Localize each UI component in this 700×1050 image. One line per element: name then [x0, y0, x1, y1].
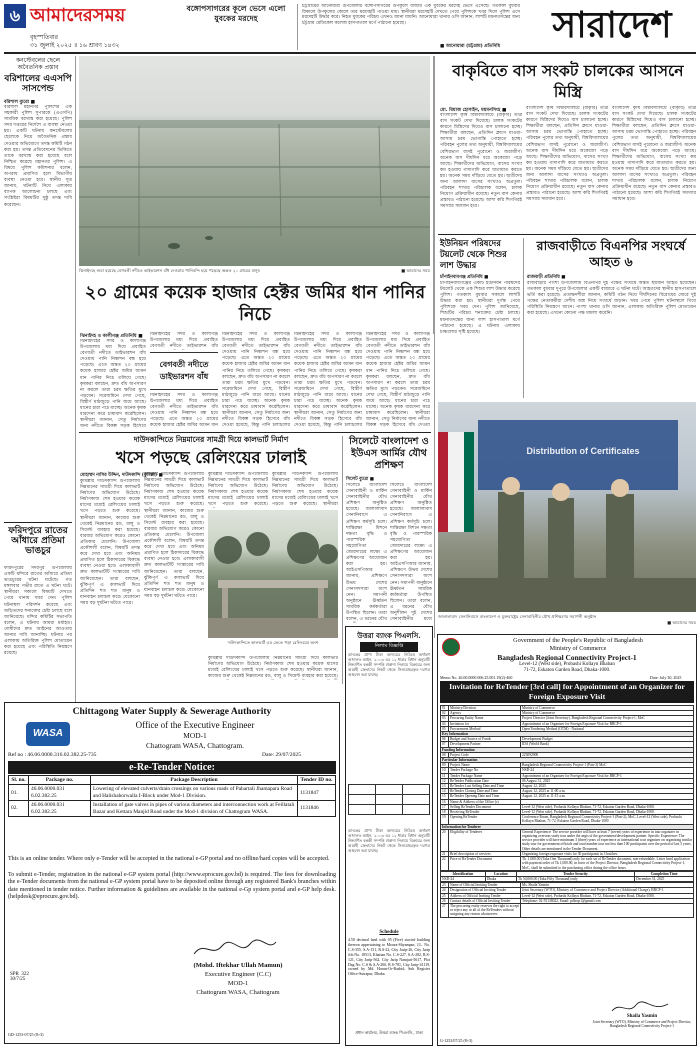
brcp-row-label: Procurement Method [449, 726, 521, 731]
table-row [9, 801, 336, 817]
wasa-row-package: 46.06.0000.031 6.02.382.25 [29, 801, 91, 817]
railing-kicker: দাউদকান্দিতে নিম্নমানের সামগ্রী দিয়ে কালভার্ট নির্মাণ [133, 435, 289, 444]
bank-ad-body-2: ব্যাংকের প্রাপ্য টাকা আদায়ের নিমিত্তে অর্থঋণ আদালত আইন, ২০০৩ এর ১২ ধারার বিধান অনুযায়ী নিম্নবর্ণিত বন্ধকী সম্পত্তি প্রকাশ্য নিলামে বিক্রয়ের জন্য আগ্রহী ক্রেতাদের নিকট থেকে সিলমোহরকৃত দরপত্র আহবান করা যাচ্ছে। [348, 828, 430, 853]
wasa-addr: Chattogram WASA, Chattogram. [146, 741, 244, 750]
culvert-photo-caption: দাউদকান্দিতে কালভার্ট এর ভেঙে পড়া রেলিংয়ের অংশ [227, 640, 319, 645]
main-subhead: বেগবতী নদীতে ডাইভারশন বাঁধ [159, 359, 209, 381]
brcp-date: Date: July 30, 2025 [650, 675, 682, 680]
wasa-ad-title: Chittagong Water Supply & Sewerage Authority [72, 706, 272, 717]
brcp-section-header: Key Information [441, 732, 694, 737]
wasa-signer-addr: Chattogram WASA, Chattogram [196, 989, 280, 996]
left-dateline: বরিশাল ব্যুরো ■ [4, 100, 36, 105]
wasa-row-tender-id: 1131846 [298, 801, 336, 817]
brcp-row-num: 27 [441, 903, 449, 917]
brcp-row-num: 09 [441, 763, 449, 768]
brcp-addr2: 71-72, Eskaton Garden Road, Dhaka-1000. [523, 668, 611, 673]
brcp-row-label: ReTender Last Selling Date and Time [449, 784, 521, 789]
bank-ad-name: উত্তরা ব্যাংক পিএলসি. [357, 631, 421, 640]
bank-ad-subtitle: নিলাম বিজ্ঞপ্তি [360, 642, 418, 652]
culvert-photo [208, 510, 338, 638]
table-row [441, 857, 694, 871]
brcp-row-value: Level-12 (West side), Probashi Kollayn Bhaban, 71-72, Eskaton Garden Road, Dhaka-1000. [521, 893, 694, 898]
railing-body-col1: কুমিল্লার দাউদকান্দি উপজেলায় নিম্নমানের সামগ্রী দিয়ে কালভার্ট নির্মাণের অভিযোগ উঠেছে। নির্মাণকাজ শেষ হওয়ার কয়েক মাসের মধ্যেই রেলিংয়ের ঢালাই খসে পড়তে শুরু করেছে। স্থানীয়রা জানান, কাজের শুরু থেকেই নিম্নমানের রড, বালু ও সিমেন্ট ব্যবহার করা হয়েছে। বারবার অভিযোগ করেও কোনো প্রতিকার মেলেনি। উপজেলা প্রকৌশলী বলেন, বিষয়টি তদন্ত করে দেখা হবে এবং অনিয়ম প্রমাণিত হলে ঠিকাদারের বিরুদ্ধে ব্যবস্থা নেওয়া হবে। এলাকাবাসী দ্রুত কালভার্টটি সংস্কারের দাবি জানিয়েছেন। তারা বলছেন, ঝুঁকিপূর্ণ এ কালভার্ট দিয়ে প্রতিদিন শত শত মানুষ ও যানবাহন চলাচল করে। যেকোনো সময় বড় দুর্ঘটনা ঘটতে পারে। [80, 479, 140, 606]
main-subhead-box [150, 352, 218, 390]
brcp-gd-no: G-1252/07/25 (8×3) [440, 1038, 473, 1043]
main-headline: ২০ গ্রামের কয়েক হাজার হেক্টর জমির ধান পানির নিচে [84, 283, 426, 325]
brcp-row-num: 21 [441, 851, 449, 856]
wasa-spr-code: SPR 322 30/7/25 [10, 972, 29, 982]
joint-training-photo [438, 402, 696, 612]
rajbari-body: রাজবাড়ীর পাংশা উপজেলায় বিএনপির দুই পক্ষের সংঘর্ষে অন্তত ছয়জন আহত হয়েছেন। গতকাল বুধবার দুপুরে উপজেলার একটি বাজারে এ ঘটনা ঘটে। আহতদের স্থানীয় হাসপাতালে ভর্তি করা হয়েছে। প্রত্যক্ষদর্শীরা জানান, কমিটি গঠন নিয়ে দীর্ঘদিনের বিরোধের জেরে দুই পক্ষের নেতাকর্মীরা দেশীয় অস্ত্র নিয়ে সংঘর্ষে জড়ান। খবর পেয়ে পুলিশ ঘটনাস্থলে গিয়ে পরিস্থিতি নিয়ন্ত্রণে আনে। পাংশা থানার ওসি জানান, এলাকায় অতিরিক্ত পুলিশ মোতায়েন করা হয়েছে। এখনো কোনো পক্ষ মামলা করেনি। [527, 281, 696, 317]
brcp-row-num: 07 [441, 742, 449, 747]
brcp-gov: Government of the People's Republic of Bangladesh [513, 637, 643, 644]
brcp-row-label: Contact details of Official Inviting Tender [449, 898, 521, 903]
left-headline: বরিশালের এএসপি সাসপেন্ড [4, 74, 72, 95]
brcp-row-value: Level-12 (West side), Probashi Kollayn Bhaban, 71-72, Eskaton Garden Road, Dhaka-1000. [521, 810, 694, 815]
brcp-row-label: Procuring Entity Name [449, 716, 521, 721]
brcp-row-label: Receiving ReTender [449, 810, 521, 815]
brcp-row-label: Address of Official Inviting Tender [449, 893, 521, 898]
brcp-row-num: 25 [441, 893, 449, 898]
brcp-sec-cell: Dhaka [485, 876, 516, 881]
main-body-col2a: ঝিনাইদহের সদর ও কালীগঞ্জ উপজেলার মধ্য দিয়ে প্রবাহিত বেগবতী নদীতে ডাইভারশন বাঁধ [150, 332, 218, 350]
brcp-row-value: Joint Secretary (WTO), Ministry of Commerce and Project Director (Additional Charge), BRCP-1 [521, 888, 694, 893]
brcp-row-value: Organizing foreign exposure visits for 30 participants in 3 batches. [521, 851, 694, 856]
wasa-row-sl: 01. [9, 785, 29, 801]
bus-body-col3: বাংলাদেশ কৃষি বিশ্ববিদ্যালয়ে (বাকৃবি) তীব্র বাস সংকট দেখা দিয়েছে। চালক সংকটের কারণে মিস্ত্রিদের দিয়েও বাস চালানো হচ্ছে। শিক্ষার্থীরা বলছেন, প্রতিদিন ক্লাসে যাওয়া-আসায় চরম ভোগান্তি পোহাতে হচ্ছে। পরিবহন পুলের তথ্য অনুযায়ী, বিশ্ববিদ্যালয়ের বেশিরভাগ বাসই পুরোনো ও জরাজীর্ণ। অনেক বাস দীর্ঘদিন ধরে অকেজো পড়ে আছে। শিক্ষার্থীদের অভিযোগ, বাসের সংখ্যা কম হওয়ায় গাদাগাদি করে যাতায়াত করতে হয়। অনেক সময় দাঁড়িয়ে যেতে হয়। ছাত্রীদের জন্য আলাদা বাসের সংখ্যাও অপ্রতুল। পরিবহন শাখার পরিচালক বলেন, চালক নিয়োগ প্রক্রিয়াধীন রয়েছে। নতুন বাস কেনার প্রস্তাবও পাঠানো হয়েছে। আশা করি শিগগিরই সমস্যার সমাধান হবে। [612, 106, 696, 203]
bus-body-col1: বাংলাদেশ কৃষি বিশ্ববিদ্যালয়ে (বাকৃবি) তীব্র বাস সংকট দেখা দিয়েছে। চালক সংকটের কারণে মিস্ত্রিদের দিয়েও বাস চালানো হচ্ছে। শিক্ষার্থীরা বলছেন, প্রতিদিন ক্লাসে যাওয়া-আসায় চরম ভোগান্তি পোহাতে হচ্ছে। পরিবহন পুলের তথ্য অনুযায়ী, বিশ্ববিদ্যালয়ের বেশিরভাগ বাসই পুরোনো ও জরাজীর্ণ। অনেক বাস দীর্ঘদিন ধরে অকেজো পড়ে আছে। শিক্ষার্থীদের অভিযোগ, বাসের সংখ্যা কম হওয়ায় গাদাগাদি করে যাতায়াত করতে হয়। অনেক সময় দাঁড়িয়ে যেতে হয়। ছাত্রীদের জন্য আলাদা বাসের সংখ্যাও অপ্রতুল। পরিবহন শাখার পরিচালক বলেন, চালক নিয়োগ প্রক্রিয়াধীন রয়েছে। নতুন বাস কেনার প্রস্তাবও পাঠানো হয়েছে। আশা করি শিগগিরই সমস্যার সমাধান হবে। [440, 113, 522, 210]
main-body-col2b: ঝিনাইদহের সদর ও কালীগঞ্জ উপজেলার মধ্য দিয়ে প্রবাহিত বেগবতী নদীতে ডাইভারশন বাঁধ দেওয়ায় পানি নিষ্কাশন বন্ধ হয়ে পড়েছে। এতে অন্তত ২০ গ্রামের কয়েক হাজার হেক্টর জমির আমন ধান [150, 393, 218, 429]
training-banner-text: Distribution of Certificates [526, 446, 640, 456]
issue-date: ৩১ জুলাই ২০২৫ ॥ ১৬ শ্রাবণ ১৪৩২ [30, 42, 120, 49]
wasa-col-tender-id: Tender ID no. [298, 776, 336, 785]
brcp-row-label: ReTender Publication Date [449, 778, 521, 783]
wasa-row-package: 46.06.0000.031 6.02.382.25 [29, 785, 91, 801]
wasa-date: Date: 29/07/2025 [262, 752, 301, 758]
brcp-row-value: Project Director (Joint Secretary), Bangladesh Regional Connectivity Project-1, MoC [521, 716, 694, 721]
wasa-row-tender-id: 1131847 [298, 785, 336, 801]
wasa-office: Office of the Executive Engineer [135, 720, 255, 730]
sylhet-body-col1: সিলেটে বাংলাদেশ সেনাবাহিনী ও মার্কিন সেনাবাহিনীর যৌথ প্রশিক্ষণ অনুষ্ঠিত হয়েছে। জালালাবাদ সেনানিবাসে এ প্রশিক্ষণ কর্মসূচি চলে। শান্তিরক্ষা মিশনে দক্ষতা বৃদ্ধি ও পারস্পরিক সহযোগিতা জোরদারের লক্ষ্যে এ প্রশিক্ষণের আয়োজন করা হয়। আইএসপিআর জানায়, প্রশিক্ষণে উভয় দেশের সেনাসদস্যরা অংশ নেন। সমাপনী অনুষ্ঠানে ঊর্ধ্বতন সামরিক কর্মকর্তারা উপস্থিত ছিলেন। তারা বলেন, এ ধরনের যৌথ [346, 483, 387, 623]
table-row [9, 785, 336, 801]
top-blurb-byline: ■ আনোয়ারা (চট্টগ্রাম) প্রতিনিধি [440, 44, 501, 49]
brcp-row-label: Budget and Source of Funds [449, 737, 521, 742]
wasa-logo-icon: WASA [26, 722, 70, 746]
brcp-project: Bangladesh Regional Connectivity Project-1 [497, 653, 637, 662]
railing-headline: খসে পড়ছে রেলিংয়ের ঢালাই [115, 448, 307, 467]
brcp-row-value: Appointment of an Organizer for Foreign Exposure Visit for BRCP-1 [521, 721, 694, 726]
wasa-ref: Ref no : 46.06.0000.316.02.382.25-735 [8, 752, 97, 758]
paddy-field-photo [79, 56, 430, 266]
brcp-row-num: 05 [441, 726, 449, 731]
brcp-row-value: Ministry of Commerce [521, 706, 694, 711]
toilet-dateline: চাঁপাইনবাবগঞ্জ প্রতিনিধি ■ [440, 275, 489, 280]
brcp-row-value: August 12, 2025 [521, 784, 694, 789]
table-row [441, 815, 694, 824]
joint-training-illustration [438, 402, 696, 612]
brcp-row-value: August 12, 2025 at 11:15 a.m. [521, 794, 694, 799]
bank-ad-table-grid [348, 784, 430, 815]
brcp-row-label: Designation of Official Inviting Tender [449, 888, 521, 893]
brcp-signer-title: Joint Secretary (WTO), Ministry of Commerce and Project Director, Bangladesh Regional Connectivity Project-1 [592, 1020, 692, 1029]
brcp-row-num: 17 [441, 804, 449, 809]
brcp-row-label: Price of ReTender Document [449, 857, 521, 871]
wasa-row-desc: Installation of gate valves in pipes of various diameters and interconnection work at Feillatali Bazar and Kettara Manjid Road under the Mod-1 division of Chattogram WASA. [91, 801, 298, 817]
wasa-col-desc: Package Description [91, 776, 298, 785]
brcp-title: Invitation for ReTender [3rd call] for Appointment of an Organizer for Foreign Exposure Visit [440, 681, 694, 703]
wasa-signer: (Mohd. Iftekhar Ullah Mamun) [193, 962, 283, 969]
brcp-row-value: General Experience: The service provider will have at least 7 (seven) years of experience in tour organizer in organizing overseas study tour under the aegis of the government/development partner. Specific Experience: The service provider will have minimum 3 (three) years of experience as international tour organizer on organizing similar study tour for government officials and total number tour not less than 100 participants over the period of last 5 years. Other details are mentioned in the Tender Document. [522, 829, 692, 851]
brcp-row-label: Project Code [449, 752, 521, 757]
brcp-row-label: Name & Address of the Office (s) [449, 799, 521, 804]
bank-ad-schedule: 4.50 decimal land with 05 (Five) storied building thereon appertaining to Mouza-Shyampur, J.L. No. C.S-355, S.A-151, R.S-22, City Jarip-26, City Jarip Job No. 18513, Khatian No. C.S-227, S.A-282, R.S-121, City Jarip-562, City Jarip Namjari-5617, Plot Dag No. C.S & S.A-206, R.S-781, City Jarip-41119, owned by Md. Harun-Or-Rashid, Sub Register Office-Sutrapur, Dhaka. [348, 938, 430, 977]
training-photo-credit: ■ আমাদের সময় [667, 620, 696, 625]
brcp-signature [610, 1000, 670, 1014]
sylhet-body-col2: সিলেটে বাংলাদেশ সেনাবাহিনী ও মার্কিন সেনাবাহিনীর যৌথ প্রশিক্ষণ অনুষ্ঠিত হয়েছে। জালালাবাদ সেনানিবাসে এ প্রশিক্ষণ কর্মসূচি চলে। শান্তিরক্ষা মিশনে দক্ষতা বৃদ্ধি ও পারস্পরিক সহযোগিতা জোরদারের লক্ষ্যে এ প্রশিক্ষণের আয়োজন করা হয়। আইএসপিআর জানায়, প্রশিক্ষণে উভয় দেশের সেনাসদস্যরা অংশ নেন। সমাপনী অনুষ্ঠানে ঊর্ধ্বতন সামরিক কর্মকর্তারা উপস্থিত ছিলেন। তারা বলেন, এ ধরনের যৌথ অনুশীলন দুই দেশের সেনাবাহিনীর মধ্যে [390, 483, 432, 623]
brcp-row-value: 223092900 [521, 752, 694, 757]
rajbari-dateline: রাজবাড়ী প্রতিনিধি ■ [527, 275, 566, 280]
brcp-row-value: Tk. 1,000.00 (Taka One Thousand) only for each set of ReTender document, non-refundable. Letter head application with payment order of Tk 1,000.00, in favor of the Project Director, Bangladesh Regional Connectivity Project-1, MoC, shall be submitted to the purchasing office during the office hours. [521, 857, 694, 871]
brcp-row-value: August 12, 2025 at 11:00 a.m. [521, 789, 694, 794]
top-teaser: বঙ্গোপসাগরের কূলে ভেসে এলো যুবকের মরদেহ [186, 4, 286, 23]
page-number: ৬ [4, 4, 26, 28]
section-title: সারাদেশ [552, 4, 672, 46]
table-row [441, 829, 694, 851]
main-dateline: ঝিনাইদহ ও কালীগঞ্জ প্রতিনিধি ■ [80, 334, 143, 339]
brcp-sec-col-completion: Completion Time [635, 871, 694, 876]
bank-ad-table [348, 784, 430, 824]
brcp-row-num: 03 [441, 716, 449, 721]
brcp-section-header: Funding Information [441, 747, 694, 752]
newspaper-logo: আমাদেরসময় [30, 5, 126, 26]
brcp-row-label: Tender Package Name [449, 773, 521, 778]
brcp-row-num: 10 [441, 768, 449, 773]
brcp-row-value: NSD-24 [521, 768, 694, 773]
wasa-col-sl: Sl. no. [9, 776, 29, 785]
wasa-body: To submit e-Tender, registration in the national e-GP system portal (http://www.eprocure.gov.bd) is required. The fees for downloading the e-Tender documents from the national e-GP system portal have to be deposited online through any registered Bank's branches within date mentioned in tender notice. Further information & guidelines are available in the national e-Gp system portal and e-GP help desk. (helpdesk@eprocure.gov.bd). [8, 872, 336, 901]
brcp-row-value: Conference Room, Bangladesh Regional Connectivity Project-1 (Part-2), MoC, Level-12 (West side), Probashi Kollayn Bhaban, 71-72, Eskaton Garden Road, Dhaka-1000 [521, 815, 694, 824]
sylhet-headline: সিলেটে বাংলাদেশ ও ইউএস আর্মির যৌথ প্রশিক্ষণ [349, 436, 429, 471]
top-blurb: চট্টগ্রামের আনোয়ারা উপজেলার বঙ্গোপসাগরের উপকূলে বাজার এক যুবকের মরদেহ ভেসে এসেছে। গতকাল বুধবার বিকালে উপকূলের কোলে তার মরদেহটি পাওয়া যায়। স্থানীয়রা মরদেহটি দেখতে পেয়ে পুলিশকে খবর দিলে পুলিশ এসে মরদেহটি উদ্ধার করে। নিহত যুবকের পরিচয় এখনও জানা যায়নি। আনোয়ারা থানার ওসি জানান, লাশটি ময়নাতদন্তের জন্য চট্টগ্রাম মেডিকেল কলেজ হাসপাতাল মর্গে পাঠানো হয়েছে। [302, 4, 520, 27]
railing-dateline: মোহাম্মদ নাসির উদ্দিন, দাউদকান্দি (কুমিল্লা) ■ [80, 473, 163, 478]
wasa-note: This is an online tender. Where only e-Tender will be accepted in the national e-GP portal and no offline/hard copies will be accepted. [8, 856, 330, 862]
brcp-row-num: 23 [441, 883, 449, 888]
left-kicker: কনস্টেবলের ছেলে অবৈতনিক প্রস্তাব [15, 57, 61, 71]
railing-body-col3: কুমিল্লার দাউদকান্দি উপজেলায় নিম্নমানের সামগ্রী দিয়ে কালভার্ট নির্মাণের অভিযোগ উঠেছে। নির্মাণকাজ শেষ হওয়ার কয়েক মাসের মধ্যেই রেলিংয়ের ঢালাই খসে পড়তে শুরু করেছে। [208, 472, 268, 508]
brcp-section-header: Information for Tenderer [441, 824, 694, 829]
brcp-row-label: ReTender Closing Date and Time [449, 789, 521, 794]
brcp-row-value: IDA (World Bank) [521, 742, 694, 747]
brcp-row-value: Level-12 (West side), Probashi Kollayn Bhaban, 71-72, Eskaton Garden Road, Dhaka-1000. [521, 804, 694, 809]
brcp-table [440, 705, 694, 1027]
brcp-row-value: Ministry of Commerce [521, 711, 694, 716]
rajbari-headline: রাজবাড়ীতে বিএনপির সংঘর্ষে আহত ৬ [536, 238, 686, 269]
brcp-ministry: Ministry of Commerce [549, 645, 607, 652]
brcp-row-value: Ms. Shaila Yasmin [521, 883, 694, 888]
main-body-col5: ঝিনাইদহের সদর ও কালীগঞ্জ উপজেলার মধ্য দিয়ে প্রবাহিত বেগবতী নদীতে ডাইভারশন বাঁধ দেওয়ায় পানি নিষ্কাশন বন্ধ হয়ে পড়েছে। এতে অন্তত ২০ গ্রামের কয়েক হাজার হেক্টর জমির আমন ধান পানির নিচে তলিয়ে গেছে। কৃষকরা বলছেন, দ্রুত বাঁধ অপসারণ না করলে তারা চরম ক্ষতির মুখে পড়বেন। সরেজমিনে দেখা গেছে, বিস্তীর্ণ মাঠজুড়ে পানি জমে আছে। ধানের চারা পচে যাচ্ছে। অনেক কৃষক ধারদেনা করে চাষাবাদ করেছিলেন। স্থানীয়রা জানান, সেতু নির্মাণের জন্য নদীতে বিকল্প সড়ক হিসেবে বাঁধ দেওয়া [366, 332, 430, 429]
brcp-memo: Memo No. 26.00.0000.006.25.001.19(2)-460 [440, 675, 513, 680]
bank-ad-body: ব্যাংকের প্রাপ্য টাকা আদায়ের নিমিত্তে অর্থঋণ আদালত আইন, ২০০৩ এর ১২ ধারার বিধান অনুযায়ী নিম্নবর্ণিত বন্ধকী সম্পত্তি প্রকাশ্য নিলামে বিক্রয়ের জন্য আগ্রহী ক্রেতাদের নিকট থেকে সিলমোহরকৃত দরপত্র আহবান করা যাচ্ছে। [348, 652, 430, 677]
sylhet-dateline: সিলেট ব্যুরো ■ [346, 477, 374, 482]
brcp-row-label: Agency [449, 711, 521, 716]
wasa-signer-mod: MOD-1 [227, 980, 249, 987]
brcp-row-num: 15 [441, 794, 449, 799]
brcp-row-num: 22 [441, 857, 449, 871]
brcp-security-table [440, 871, 694, 882]
culvert-illustration [208, 510, 338, 638]
brcp-row-num: 01 [441, 706, 449, 711]
table-row [441, 903, 694, 917]
wasa-row-desc: Lowering of elevated culverts/drain crossings on various roads of Pahartali Jhamapara Road and Halishahorwalla I-Block under Mod-1 Division. [91, 785, 298, 801]
brcp-row-value: Appointment of an Organizer for Foreign Exposure Visit for BRCP-1 [521, 773, 694, 778]
brcp-row-label: Opening ReTender [449, 815, 521, 824]
brcp-row-label: Ministry/Division [449, 706, 521, 711]
main-body-col4: ঝিনাইদহের সদর ও কালীগঞ্জ উপজেলার মধ্য দিয়ে প্রবাহিত বেগবতী নদীতে ডাইভারশন বাঁধ দেওয়ায় পানি নিষ্কাশন বন্ধ হয়ে পড়েছে। এতে অন্তত ২০ গ্রামের কয়েক হাজার হেক্টর জমির আমন ধান পানির নিচে তলিয়ে গেছে। কৃষকরা বলছেন, দ্রুত বাঁধ অপসারণ না করলে তারা চরম ক্ষতির মুখে পড়বেন। সরেজমিনে দেখা গেছে, বিস্তীর্ণ মাঠজুড়ে পানি জমে আছে। ধানের চারা পচে যাচ্ছে। অনেক কৃষক ধারদেনা করে চাষাবাদ করেছিলেন। স্থানীয়রা জানান, সেতু নির্মাণের জন্য নদীতে বিকল্প সড়ক হিসেবে বাঁধ দেওয়া হয়েছে, কিন্তু পানি চলাচলের [294, 332, 362, 429]
wasa-tender-table [8, 775, 336, 817]
brcp-row-label: Project Name [449, 763, 521, 768]
brcp-signer: Shaila Yasmin [626, 1014, 658, 1019]
main-body-col1: ঝিনাইদহের সদর ও কালীগঞ্জ উপজেলার মধ্য দিয়ে প্রবাহিত বেগবতী নদীতে ডাইভারশন বাঁধ দেওয়ায় পানি নিষ্কাশন বন্ধ হয়ে পড়েছে। এতে অন্তত ২০ গ্রামের কয়েক হাজার হেক্টর জমির আমন ধান পানির নিচে তলিয়ে গেছে। কৃষকরা বলছেন, দ্রুত বাঁধ অপসারণ না করলে তারা চরম ক্ষতির মুখে পড়বেন। সরেজমিনে দেখা গেছে, বিস্তীর্ণ মাঠজুড়ে পানি জমে আছে। ধানের চারা পচে যাচ্ছে। অনেক কৃষক ধারদেনা করে চাষাবাদ করেছিলেন। স্থানীয়রা জানান, সেতু নির্মাণের জন্য নদীতে বিকল্প সড়ক হিসেবে [80, 339, 146, 429]
brcp-row-label: Invitation for [449, 721, 521, 726]
brcp-row-value: Open Tendering Method (OTM) - National [521, 726, 694, 731]
bus-dateline: মো. রিয়াজ হোসাইন, ময়মনসিংহ ■ [440, 108, 507, 113]
bank-ad-footer: প্রধান কার্যালয়, উত্তরা ব্যাংক পিএলসি., ঢাকা [355, 1030, 423, 1035]
paddy-photo-caption: ঝিনাইদহে জমা হয়েছে বেগবতী নদীতে ভাইভারশন বাঁধ দেওয়ায় পানিবন্দি হয়ে পড়েছে অন্তত ২০ গ্রামের মানুষ [79, 268, 260, 273]
brcp-row-value [521, 903, 694, 917]
table-row [441, 876, 694, 881]
brcp-row-label: ReTender Opening Date and Time [449, 794, 521, 799]
brcp-sec-col-location: Location [485, 871, 516, 876]
brcp-section-header: Particular Information [441, 758, 694, 763]
brcp-row-num: 13 [441, 784, 449, 789]
bus-body-col2: বাংলাদেশ কৃষি বিশ্ববিদ্যালয়ে (বাকৃবি) তীব্র বাস সংকট দেখা দিয়েছে। চালক সংকটের কারণে মিস্ত্রিদের দিয়েও বাস চালানো হচ্ছে। শিক্ষার্থীরা বলছেন, প্রতিদিন ক্লাসে যাওয়া-আসায় চরম ভোগান্তি পোহাতে হচ্ছে। পরিবহন পুলের তথ্য অনুযায়ী, বিশ্ববিদ্যালয়ের বেশিরভাগ বাসই পুরোনো ও জরাজীর্ণ। অনেক বাস দীর্ঘদিন ধরে অকেজো পড়ে আছে। শিক্ষার্থীদের অভিযোগ, বাসের সংখ্যা কম হওয়ায় গাদাগাদি করে যাতায়াত করতে হয়। অনেক সময় দাঁড়িয়ে যেতে হয়। ছাত্রীদের জন্য আলাদা বাসের সংখ্যাও অপ্রতুল। পরিবহন শাখার পরিচালক বলেন, চালক নিয়োগ প্রক্রিয়াধীন রয়েছে। নতুন বাস কেনার প্রস্তাবও পাঠানো হয়েছে। আশা করি শিগগিরই সমস্যার সমাধান হবে। [526, 106, 608, 203]
brcp-tail-table [440, 882, 694, 917]
brcp-row-num: 20 [441, 829, 449, 851]
railing-body-col5: কুমিল্লার দাউদকান্দি উপজেলায় নিম্নমানের সামগ্রী দিয়ে কালভার্ট নির্মাণের অভিযোগ উঠেছে। নির্মাণকাজ শেষ হওয়ার কয়েক মাসের মধ্যেই রেলিংয়ের ঢালাই খসে পড়তে শুরু করেছে। স্থানীয়রা জানান, কাজের শুরু থেকেই নিম্নমানের রড, বালু ও সিমেন্ট ব্যবহার করা হয়েছে। [208, 656, 338, 680]
training-photo-caption: জালালাবাদ সেনানিবাসে বাংলাদেশ ও যুক্তরাষ্ট্রের সেনাবাহিনীর যৌথ প্রশিক্ষণের সমাপনী অনুষ্ঠান [438, 614, 597, 619]
brcp-row-value: 06 August 31, 2025 [521, 778, 694, 783]
brcp-row-label: Selling ReTender Document [449, 804, 521, 809]
brcp-addr1: Level-12 (West side), Probashi Kollayn Bhaban [519, 662, 615, 667]
brcp-table-grid [440, 705, 694, 871]
table-row [441, 888, 694, 893]
left-body-2: ফরিদপুরের সদরপুর উপজেলায় একটি মন্দিরে রাতের আঁধারে প্রতিমা ভাঙচুরের ঘটনা ঘটেছে। গত মঙ্গলবার গভীর রাতে এ ঘটনা ঘটে। স্থানীয়রা সকালে বিষয়টি দেখতে পেয়ে থানায় খবর দেন। পুলিশ ঘটনাস্থল পরিদর্শন করেছে এবং জড়িতদের শনাক্তের চেষ্টা চলছে বলে জানিয়েছে। মন্দির কমিটির সভাপতি বলেন, এ ঘটনায় আমরা মর্মাহত। দোষীদের দ্রুত আইনের আওতায় আনার দাবি জানাচ্ছি। ঘটনার পর এলাকায় অতিরিক্ত পুলিশ মোতায়েন করা হয়েছে এবং পরিস্থিতি নিয়ন্ত্রণে রয়েছে। [4, 566, 72, 657]
brcp-sec-cell: December 31, 2025 [635, 876, 694, 881]
main-body-col3: ঝিনাইদহের সদর ও কালীগঞ্জ উপজেলার মধ্য দিয়ে প্রবাহিত বেগবতী নদীতে ডাইভারশন বাঁধ দেওয়ায় পানি নিষ্কাশন বন্ধ হয়ে পড়েছে। এতে অন্তত ২০ গ্রামের কয়েক হাজার হেক্টর জমির আমন ধান পানির নিচে তলিয়ে গেছে। কৃষকরা বলছেন, দ্রুত বাঁধ অপসারণ না করলে তারা চরম ক্ষতির মুখে পড়বেন। সরেজমিনে দেখা গেছে, বিস্তীর্ণ মাঠজুড়ে পানি জমে আছে। ধানের চারা পচে যাচ্ছে। অনেক কৃষক ধারদেনা করে চাষাবাদ করেছিলেন। স্থানীয়রা জানান, সেতু নির্মাণের জন্য নদীতে বিকল্প সড়ক হিসেবে বাঁধ দেওয়া হয়েছে, কিন্তু পানি চলাচলের [222, 332, 290, 429]
brcp-row-num: 12 [441, 778, 449, 783]
wasa-notice-title: e-Re-Tender Notice: [8, 761, 336, 774]
brcp-row-num: 02 [441, 711, 449, 716]
issue-day: বৃহস্পতিবার [30, 34, 58, 41]
toilet-body: চাঁপাইনবাবগঞ্জের একটি ইউনিয়ন পরিষদের টয়লেট থেকে এক শিশুর লাশ উদ্ধার করেছে পুলিশ। গতকাল বুধবার সকালে লাশটি উদ্ধার করা হয়। স্থানীয়রা দুর্গন্ধ পেয়ে পুলিশকে খবর দেন। পুলিশ জানিয়েছে, শিশুটির পরিচয় শনাক্তের চেষ্টা চলছে। ময়নাতদন্তের জন্য লাশ হাসপাতাল মর্গে পাঠানো হয়েছে। এ ঘটনায় এলাকায় চাঞ্চল্যের সৃষ্টি হয়েছে। [440, 281, 520, 335]
brcp-row-num: 04 [441, 721, 449, 726]
left-headline-2: ফরিদপুরে রাতের আঁধারে প্রতিমা ভাঙচুর [8, 526, 68, 557]
railing-body-col2: কুমিল্লার দাউদকান্দি উপজেলায় নিম্নমানের সামগ্রী দিয়ে কালভার্ট নির্মাণের অভিযোগ উঠেছে। নির্মাণকাজ শেষ হওয়ার কয়েক মাসের মধ্যেই রেলিংয়ের ঢালাই খসে পড়তে শুরু করেছে। স্থানীয়রা জানান, কাজের শুরু থেকেই নিম্নমানের রড, বালু ও সিমেন্ট ব্যবহার করা হয়েছে। বারবার অভিযোগ করেও কোনো প্রতিকার মেলেনি। উপজেলা প্রকৌশলী বলেন, বিষয়টি তদন্ত করে দেখা হবে এবং অনিয়ম প্রমাণিত হলে ঠিকাদারের বিরুদ্ধে ব্যবস্থা নেওয়া হবে। এলাকাবাসী দ্রুত কালভার্টটি সংস্কারের দাবি জানিয়েছেন। তারা বলছেন, ঝুঁকিপূর্ণ এ কালভার্ট দিয়ে প্রতিদিন শত শত মানুষ ও যানবাহন চলাচল করে। যেকোনো সময় বড় দুর্ঘটনা ঘটতে পারে। [144, 472, 204, 599]
wasa-col-package: Package no. [29, 776, 91, 785]
brcp-row-label: The procuring entity reserves the right to accept or reject any or all of the ReTenders without assigning any reason whatsoever. [450, 903, 519, 917]
brcp-sec-col-id: Identification [441, 871, 486, 876]
wasa-signer-title: Executive Engineer (C.C) [204, 971, 272, 978]
brcp-row-num: 06 [441, 737, 449, 742]
brcp-sec-col-security: Tender Security [517, 871, 635, 876]
brcp-row-label: Eligibility of Tenderer [449, 829, 521, 851]
brcp-row-num: 18 [441, 810, 449, 815]
brcp-row-label: Name of Official Inviting Tender [449, 883, 521, 888]
wasa-row-sl: 02. [9, 801, 29, 817]
brcp-row-num: 11 [441, 773, 449, 778]
wasa-signature [190, 938, 280, 960]
brcp-row-num: 26 [441, 898, 449, 903]
wasa-mod: MOD-1 [183, 731, 207, 740]
brcp-row-num: 19 [441, 815, 449, 824]
brcp-sec-cell: Tk 50,000.00 (Taka Fifty Thousand) only [517, 876, 635, 881]
wasa-gd-no: GD-1253-07/25 (8×3) [8, 1032, 44, 1037]
brcp-row-label: Development Partner [449, 742, 521, 747]
brcp-row-label: Brief description of services [449, 851, 521, 856]
brcp-row-value: Bangladesh Regional Connectivity Project-1 (Part-2) MoC [521, 763, 694, 768]
brcp-sec-cell: NSD-24 [441, 876, 486, 881]
brcp-row-num: 16 [441, 799, 449, 804]
brcp-row-value: Telephone: 02-55138022, Email: pdbrcp1@gmail.com [521, 898, 694, 903]
brcp-row-label: Tender Package No. [449, 768, 521, 773]
railing-body-col4: কুমিল্লার দাউদকান্দি উপজেলায় নিম্নমানের সামগ্রী দিয়ে কালভার্ট নির্মাণের অভিযোগ উঠেছে। নির্মাণকাজ শেষ হওয়ার কয়েক মাসের মধ্যেই রেলিংয়ের ঢালাই খসে পড়তে শুরু করেছে। স্থানীয়রা [272, 472, 338, 508]
bus-headline: বাকৃবিতে বাস সংকট চালকের আসনে মিস্ত্রি [452, 61, 684, 101]
bank-ad-schedule-label: Schedule [379, 930, 399, 935]
brcp-row-num: 08 [441, 752, 449, 757]
toilet-headline: ইউনিয়ন পরিষদের টয়লেট থেকে শিশুর লাশ উদ্ধার [440, 238, 507, 270]
left-body: বরিশাল মহানগর পুলিশের এক সহকারী পুলিশ সুপারকে (এএসপি) সাময়িক বরখাস্ত করা হয়েছে। পুলিশ সদর দপ্তরের নির্দেশে এ ব্যবস্থা নেওয়া হয়। একটি ঘটনায় কনস্টেবলের ছেলেকে নিয়ে অবৈতনিক প্রস্তাব দেওয়ার অভিযোগে তদন্ত কমিটি গঠন করা হয়। তদন্ত প্রতিবেদনের ভিত্তিতে তাকে বরখাস্ত করা হয়েছে বলে নিশ্চিত করেছে মহানগর পুলিশ। এ বিষয়ে পুলিশ কমিশনার বলেন, অপরাধ প্রমাণিত হলে বিভাগীয় ব্যবস্থা নেওয়া হবে। স্থানীয় সূত্র জানায়, ঘটনাটি নিয়ে এলাকায় ব্যাপক আলোচনা চলছে এবং সংশ্লিষ্টরা বিষয়টির সুষ্ঠু তদন্ত দাবি করেছেন। [4, 105, 72, 208]
brcp-row-num: 24 [441, 888, 449, 893]
paddy-field-illustration [79, 56, 430, 266]
brcp-row-value: Development Budget [521, 737, 694, 742]
brcp-row-num: 14 [441, 789, 449, 794]
paddy-photo-credit: ■ আমাদের সময় [401, 268, 430, 273]
